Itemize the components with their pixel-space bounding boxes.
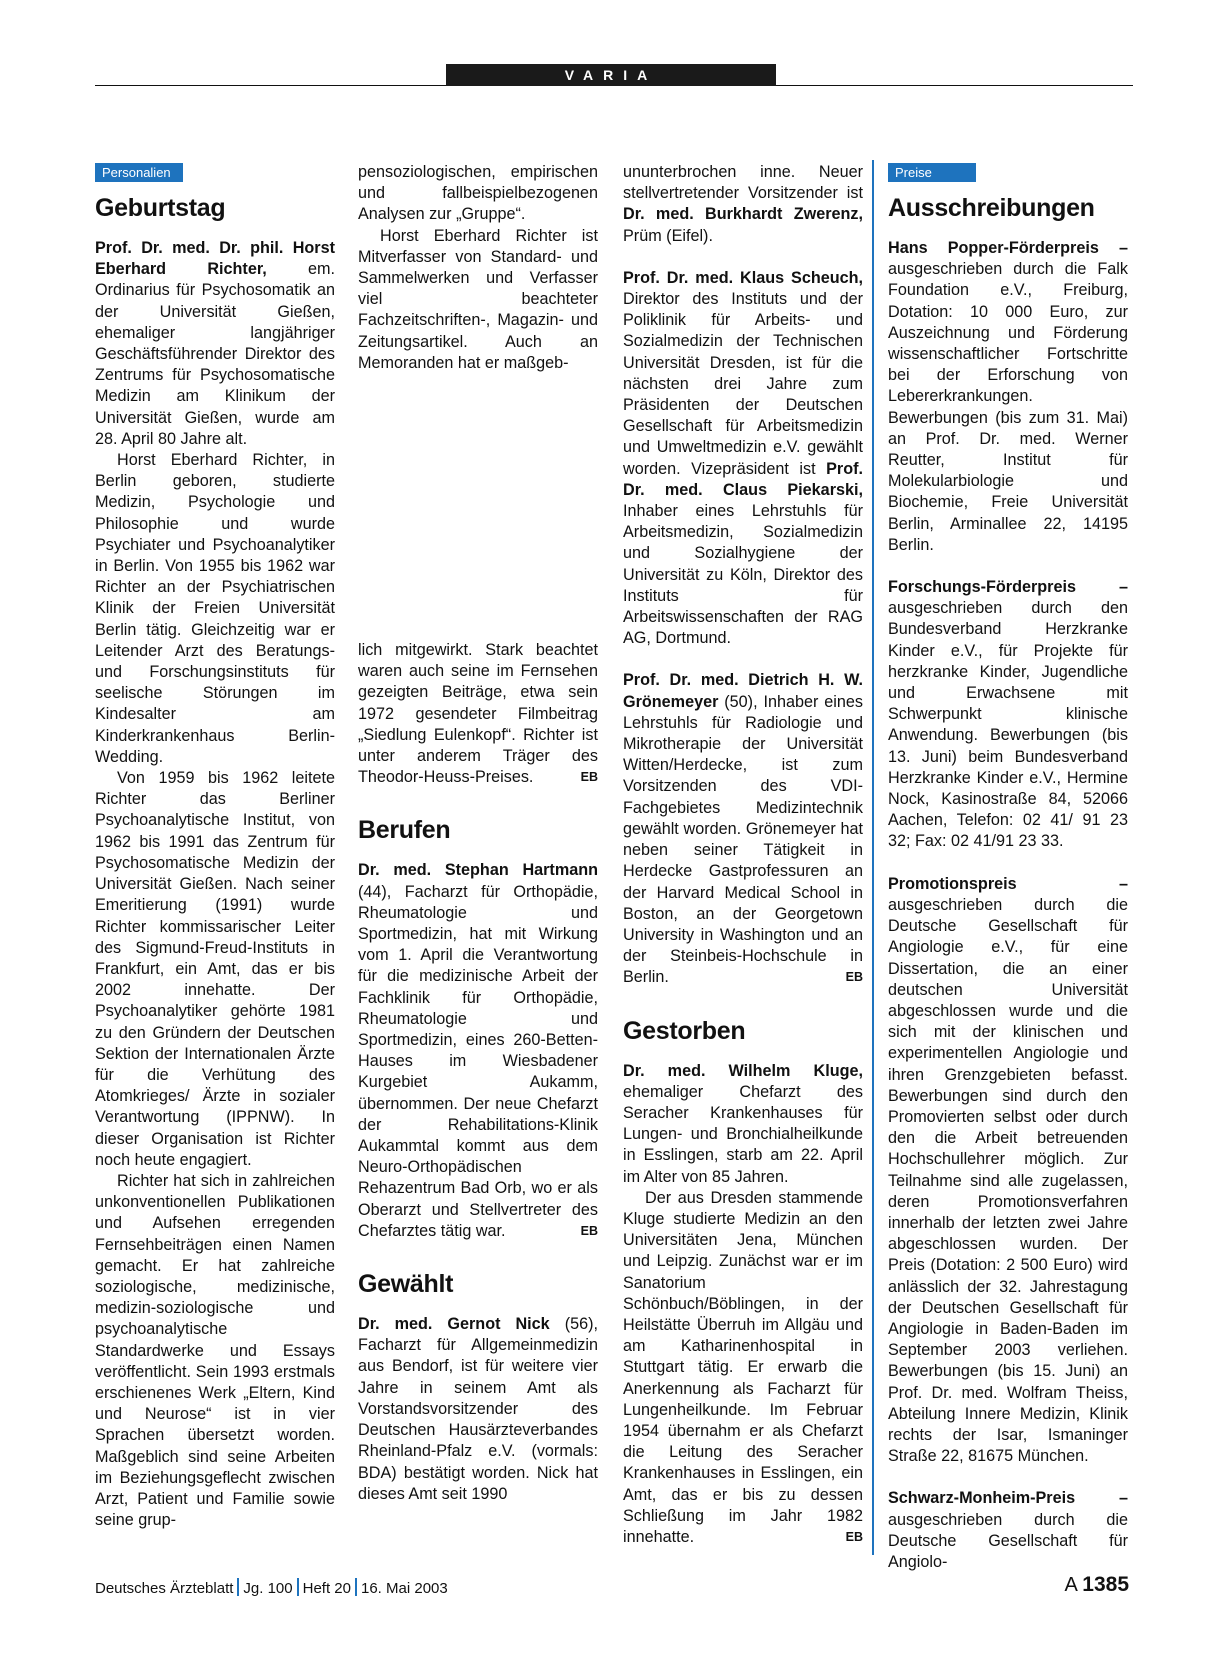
prize-name: Forschungs-Förderpreis –	[888, 578, 1128, 597]
person-name: Dr. med. Burkhardt Zwerenz,	[623, 205, 863, 224]
paragraph	[623, 1061, 863, 1188]
volume: Jg. 100	[243, 1580, 293, 1597]
paragraph-text: Der aus Dresden stammende Kluge studierte Medizin an den Universitäten Jena, München und Leipzig. Zunächst war er im Sanatorium Schönbuch/Böblingen, in der Heilstätte Überruh im Allgäu und am Katharinenhospital in Stuttgart tätig. Er erwarb die Anerkennung als Facharzt für Lungenheilkunde. Im Februar 1954 übernahm er als Chefarzt die Leitung des Seracher Krankenhauses in Esslingen, ein Amt, das er bis zu dessen Schließung im Jahr 1982 innehatte.	[623, 1188, 863, 1546]
paragraph	[888, 238, 1128, 556]
person-name: Dr. med. Stephan Hartmann	[358, 861, 598, 880]
paragraph	[623, 1188, 863, 1548]
paragraph-text: (56), Facharzt für Allgemeinmedizin aus Bendorf, ist für weitere vier Jahre in seinem Amt als Vorstandsvorsitzender des Deutschen Hausärzteverbandes Rheinland-Pfalz e.V. (vormals: BDA) bestätigt worden. Nick hat dieses Amt seit 1990	[358, 1315, 598, 1503]
paragraph-text: Direktor des Instituts und der Poliklinik für Arbeits- und Sozialmedizin der Technischen Universität Dresden, ist für die nächsten drei Jahre zum Präsidenten der Deutschen Gesellschaft für Arbeitsmedizin und Umweltmedizin e.V. gewählt worden. Vizepräsident ist	[623, 290, 863, 478]
issue: Heft 20	[302, 1580, 351, 1597]
paragraph-text: Inhaber eines Lehrstuhls für Arbeitsmedizin, Sozialmedizin und Sozialhygiene der Universität zu Köln, Direktor des Instituts für Arbeitswissenschaften der RAG AG, Dortmund.	[623, 502, 863, 648]
heading-gewaehlt: Gewählt	[358, 1270, 454, 1299]
paragraph-text: ehemaliger Chefarzt des Seracher Krankenhauses für Lungen- und Bronchialheilkunde in Esslingen, starb am 22. April im Alter von 85 Jahren.	[623, 1082, 863, 1186]
paragraph: Von 1959 bis 1962 leitete Richter das Berliner Psychoanalytische Institut, von 1962 bis 1991 das Zentrum für Psychosomatische Medizin der Universität Gießen. Nach seiner Emeritierung (1991) wurde Richter kommissarischer Leiter des Sigmund-Freud-Instituts in Frankfurt, ein Amt, das er bis 2002 innehatte. Der Psychoanalytiker gehörte 1981 zu den Gründern der Deutschen Sektion der Internationalen Ärzte für die Verhütung des Atomkrieges/ Ärzte in sozialer Verantwortung (IPPNW). In dieser Organisation ist Richter noch heute engagiert.	[95, 769, 335, 1169]
column-2-top	[358, 162, 598, 374]
prize-name: Schwarz-Monheim-Preis –	[888, 1489, 1128, 1508]
author-initials: EB	[845, 1529, 863, 1544]
paragraph-text: ausgeschrieben durch den Bundesverband Herzkranke Kinder e.V., für Projekte für herzkranke Kinder, Jugendliche und Erwachsene mit Schwerpunkt klinische Anwendung. Bewerbungen (bis 13. Juni) beim Bundesverband Herzkranke Kinder e.V., Hermine Nock, Kasinostraße 84, 52066 Aachen, Telefon: 02 41/ 91 23 32; Fax: 02 41/91 23 33.	[888, 599, 1128, 851]
footer	[95, 1578, 448, 1597]
page-number-value: 1385	[1082, 1573, 1129, 1596]
paragraph-text: Prüm (Eifel).	[623, 226, 713, 245]
heading-ausschreibungen: Ausschreibungen	[888, 194, 1095, 222]
date: 16. Mai 2003	[361, 1580, 448, 1597]
paragraph	[95, 238, 335, 450]
paragraph-text: (44), Facharzt für Orthopädie, Rheumatologie und Sportmedizin, hat mit Wirkung vom 1. April die Verantwortung für die medizinische Arbeit der Fachklinik für Orthopädie, Rheumatologie und Sportmedizin, eines 260-Betten-Hauses im Wiesbadener Kurgebiet Aukamm, übernommen. Der neue Chefarzt der Rehabilitations-Klinik Aukammtal kommt aus dem Neuro-Orthopädischen Rehazentrum Bad Orb, wo er als Oberarzt und Stellvertreter des Chefarztes tätig war.	[358, 882, 598, 1240]
heading-berufen: Berufen	[358, 816, 451, 845]
column-1	[95, 162, 335, 1531]
section-header: VARIA	[446, 64, 776, 86]
person-name: Dr. med. Wilhelm Kluge,	[623, 1061, 863, 1080]
column-2-bottom	[358, 640, 598, 1505]
column-3	[623, 162, 863, 1548]
paragraph-text: em. Ordinarius für Psychosomatik an der Universität Gießen, ehemaliger langjähriger Geschäftsführender Direktor des Zentrums für Psychosomatische Medizin am Klinikum der Universität Gießen, wurde am 28. April 80 Jahre alt.	[95, 260, 336, 448]
paragraph: Horst Eberhard Richter ist Mitverfasser von Standard- und Sammelwerken und Verfasser viel beachteter Fachzeitschriften-, Magazin- und Zeitungsartikel. Auch an Memoranden hat er maßgeb-	[358, 226, 598, 372]
paragraph	[623, 268, 863, 650]
prize-name: Hans Popper-Förderpreis –	[888, 239, 1128, 257]
category-tag: Preise	[888, 163, 976, 182]
person-name: Dr. med. Gernot Nick	[358, 1315, 550, 1334]
paragraph-text: (50), Inhaber eines Lehrstuhls für Radiologie und Mikrotherapie der Universität Witten/Herdecke, ist zum Vorsitzenden des VDI-Fachgebietes Medizintechnik gewählt worden. Grönemeyer hat neben seiner Tätigkeit in Herdecke Gastprofessuren an der Harvard Medical School in Boston, an der Georgetown University in Washington und an der Steinbeis-Hochschule in Berlin.	[623, 692, 863, 987]
column-divider	[872, 160, 874, 1555]
author-initials: EB	[580, 770, 598, 785]
footer-separator	[355, 1578, 357, 1596]
journal-name: Deutsches Ärzteblatt	[95, 1580, 234, 1597]
paragraph	[358, 860, 598, 1242]
paragraph	[623, 162, 863, 247]
paragraph	[623, 670, 863, 988]
author-initials: EB	[845, 970, 863, 985]
person-name: Prof. Dr. med. Claus Piekarski,	[623, 459, 863, 499]
heading-gestorben: Gestorben	[623, 1016, 746, 1045]
footer-separator	[237, 1578, 239, 1596]
paragraph	[888, 1488, 1128, 1573]
page-number	[1064, 1573, 1129, 1597]
category-tag: Personalien	[95, 163, 183, 182]
paragraph	[358, 640, 598, 788]
paragraph-text: ausgeschrieben durch die Falk Foundation e.V., Freiburg, Dotation: 10 000 Euro, zur Auszeichnung und Förderung wissenschaftlicher Fortschritte bei der Erforschung von Lebererkrankungen. Bewerbungen (bis zum 31. Mai) an Prof. Dr. med. Werner Reutter, Institut für Molekularbiologie und Biochemie, Freie Universität Berlin, Arminallee 22, 14195 Berlin.	[888, 260, 1128, 554]
paragraph	[888, 577, 1128, 853]
paragraph: Horst Eberhard Richter, in Berlin geboren, studierte Medizin, Psychologie und Philosophie und wurde Psychiater und Psychoanalytiker in Berlin. Von 1955 bis 1962 war Richter an der Psychiatrischen Klinik der Freien Universität Berlin tätig. Gleichzeitig war er Leitender Arzt des Beratungs- und Forschungsinstituts für seelische Störungen im Kindesalter am Kinderkrankenhaus Berlin-Wedding.	[95, 451, 335, 766]
paragraph	[358, 1314, 598, 1505]
column-4	[888, 162, 1128, 1573]
paragraph-text: lich mitgewirkt. Stark beachtet waren auch seine im Fernsehen gezeigten Beiträge, etwa sein 1972 gesendeter Filmbeitrag „Siedlung Eulenkopf“. Richter ist unter anderem Träger des Theodor-Heuss-Preises.	[358, 641, 598, 787]
prize-name: Promotionspreis –	[888, 874, 1128, 893]
person-name: Prof. Dr. med. Dietrich H. W. Grönemeyer	[623, 671, 863, 711]
person-name: Prof. Dr. med. Klaus Scheuch,	[623, 268, 863, 287]
paragraph-text: ausgeschrieben durch die Deutsche Gesellschaft für Angiologie e.V., für eine Dissertation, die an einer deutschen Universität abgeschlossen wurde und die sich mit der klinischen und experimentellen Angiologie und ihren Grenzgebieten befasst. Bewerbungen sind durch den Promovierten selbst oder durch den die Arbeit betreuenden Hochschullehrer möglich. Zur Teilnahme sind alle zugelassen, deren Promotionsverfahren innerhalb der letzten zwei Jahre abgeschlossen wurden. Der Preis (Dotation: 2 500 Euro) wird anlässlich der 32. Jahrestagung der Deutschen Gesellschaft für Angiologie in Baden-Baden im September 2003 verliehen. Bewerbungen (bis 15. Juni) an Prof. Dr. med. Wolfram Theiss, Abteilung Innere Medizin, Klinik rechts der Isar, Ismaninger Straße 22, 81675 München.	[888, 895, 1128, 1466]
person-name: Prof. Dr. med. Dr. phil. Horst Eberhard Richter,	[95, 239, 335, 279]
paragraph	[888, 874, 1128, 1468]
author-initials: EB	[580, 1223, 598, 1238]
page-prefix: A	[1064, 1574, 1077, 1596]
paragraph: pensoziologischen, empirischen und fallbeispielbezogenen Analysen zur „Gruppe“.	[358, 163, 598, 224]
paragraph-text: ausgeschrieben durch die Deutsche Gesellschaft für Angiolo-	[888, 1510, 1128, 1571]
paragraph-text: ununterbrochen inne. Neuer stellvertretender Vorsitzender ist	[623, 163, 863, 203]
footer-separator	[297, 1578, 299, 1596]
paragraph: Richter hat sich in zahlreichen unkonventionellen Publikationen und Aufsehen erregenden Fernsehbeiträgen einen Namen gemacht. Er hat zahlreiche soziologische, medizinische, medizin-soziologische und psychoanalytische Standardwerke und Essays veröffentlicht. Sein 1993 erstmals erschienenes Werk „Eltern, Kind und Neurose“ ist in vier Sprachen übersetzt worden. Maßgeblich sind seine Arbeiten im Beziehungsgeflecht zwischen Arzt, Patient und Familie sowie seine grup-	[95, 1171, 335, 1530]
heading-geburtstag: Geburtstag	[95, 194, 226, 222]
